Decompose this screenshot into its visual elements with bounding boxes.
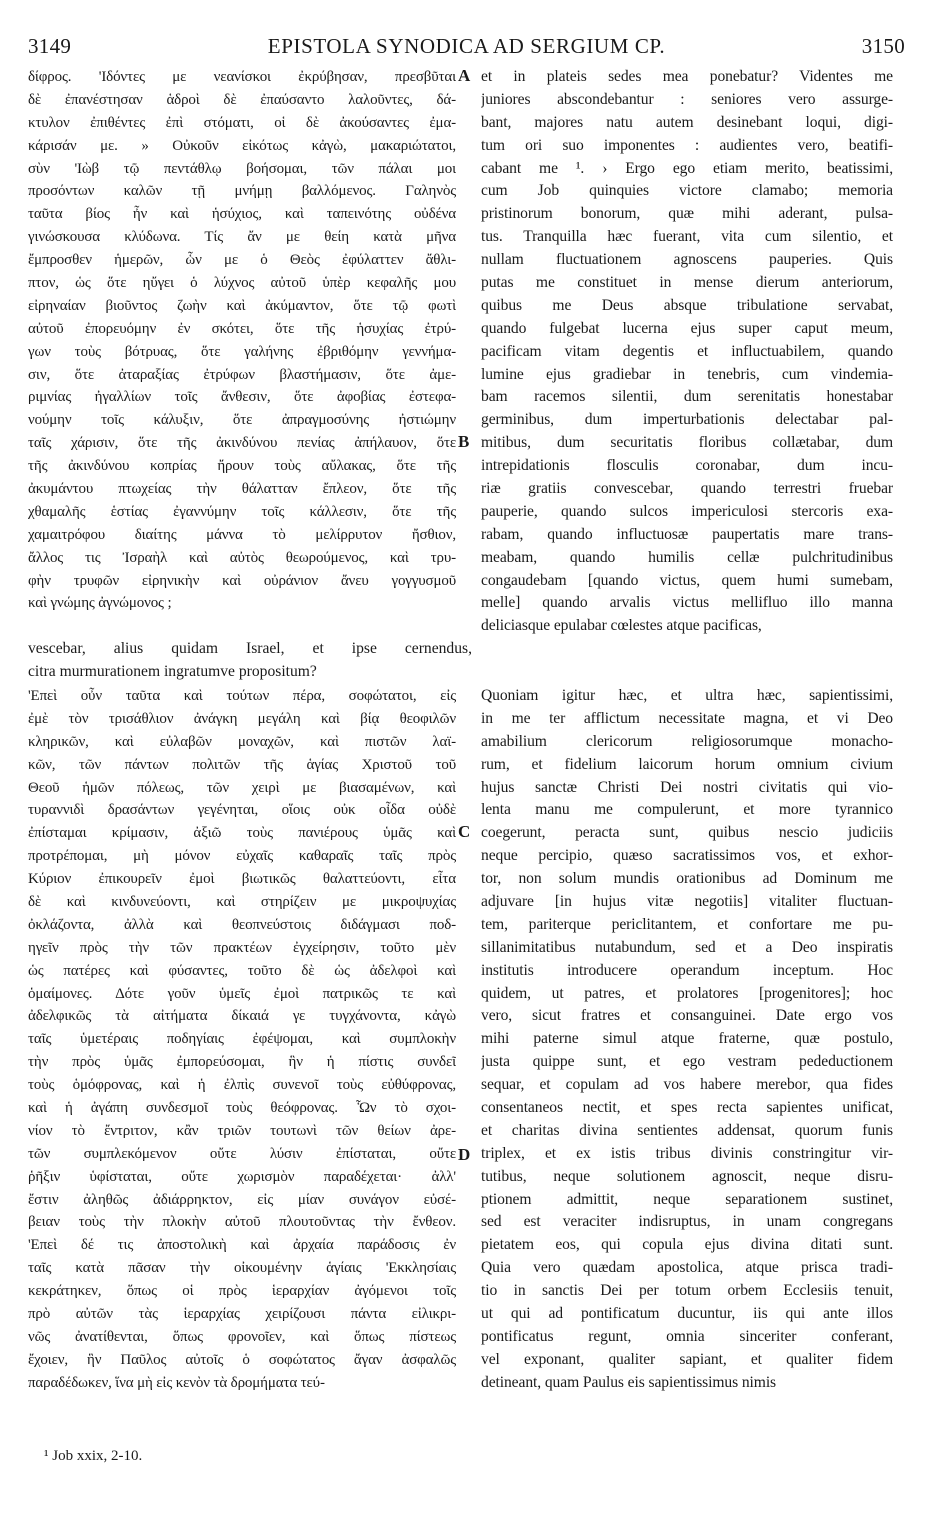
greek-text-line: δὲ καὶ κινδυνεύοντι, καὶ στηρίζειν με μικροψυχίας <box>28 894 456 911</box>
latin-text-line: cabant me ¹. › Ergo ego etiam merito, beatissimi, <box>481 159 893 177</box>
greek-text-line: ταῦτα βίος ἦν καὶ ἡσύχιος, καὶ ταπεινότης οὐδένα <box>28 206 456 223</box>
greek-column-lower <box>28 685 456 1395</box>
greek-text-line: νίον τὸ ἔντριτον, κἂν τριῶν τουτωνὶ τῶν θείων ἀρε- <box>28 1122 456 1139</box>
running-title: EPISTOLA SYNODICA AD SERGIUM CP. <box>267 34 666 58</box>
greek-text-line: κτυλον ἐπιθέντες ἐπὶ στόματι, οἱ δὲ ἀκούσαντες ἐμα- <box>28 114 456 131</box>
latin-text-line: Quia vero quædam apostolica, atque prisca tradi- <box>481 1259 893 1277</box>
greek-text-line: ῥῆξιν ὑφίσταται, οὔτε χωρισμὸν παραδέχεται· ἀλλ' <box>28 1168 456 1185</box>
latin-text-line: quidem, ut patres, et prolatores [progenitores]; hoc <box>481 984 893 1002</box>
section-marker-c: C <box>458 822 471 841</box>
latin-text-line: tio in sanctis Dei per totum orbem Ecclesiis tenuit, <box>481 1282 893 1300</box>
footnote: ¹ Job xxix, 2-10. <box>44 1448 143 1464</box>
latin-text-line: coegerunt, peracta sunt, quibus nescio judiciis <box>481 824 893 842</box>
latin-text-line: riæ gratiis convescebar, quando terrestri fruebar <box>481 480 893 498</box>
latin-text-line: bam racemos silentii, dum serenitatis honestabar <box>481 388 893 406</box>
latin-text-line: tus. Tranquilla hæc fuerant, vita cum silentio, et <box>481 228 893 246</box>
latin-bridge-line: vescebar, alius quidam Israel, et ipse cernendus, <box>28 640 472 657</box>
latin-text-line: tum ori suo imponentes : audientes vero, beatifi- <box>481 136 893 154</box>
latin-text-line: rabam, quando influctuosæ paupertatis mare trans- <box>481 525 893 543</box>
greek-text-line: τῆς ἀκινδύνου κοπρίας ἤρουν τοὺς αὔλακας, ὅτε τῆς <box>28 458 456 475</box>
greek-text-line: παραδέδωκεν, ἵνα μὴ εἰς κενὸν τὰ δρομήματα τεύ- <box>28 1374 325 1391</box>
latin-bridge-text <box>28 638 472 684</box>
latin-text-line: vel exponant, qualiter sapiant, et qualiter fidem <box>481 1350 893 1368</box>
latin-text-line: lumine ejus gradiebar in tenebris, cum vindemia- <box>481 365 893 383</box>
greek-text-line: πτον, ὡς ὅτε ηὔγει ὁ λύχνος αὐτοῦ ὑπὲρ κεφαλῆς μου <box>28 275 456 292</box>
greek-text-line: σὺν 'Ιὼβ τῷ πεντάθλῳ βοήσομαι, τῶν πάλαι μοι <box>28 160 456 177</box>
greek-text-line: ριμνίας ἠγαλλίων τοῖς ἄνθεσιν, ὅτε ἀφοβίας ἐστεφα- <box>28 389 456 406</box>
greek-text-line: 'Επεὶ δέ τις ἀποστολικὴ καὶ ἀρχαία παράδοσις ἐν <box>28 1237 456 1254</box>
greek-text-line: ὀκλάζοντα, ἀλλὰ καὶ θεοπνεύστοις διδάγμασι ποδ- <box>28 916 456 933</box>
latin-text-line: tem, pariterque periclitantem, et confortare me pu- <box>481 915 893 933</box>
greek-text-line: χθαμαλῆς ἑστίας ἐγαννύμην τοῖς κάλλεσιν, ὅτε τῆς <box>28 503 456 520</box>
latin-text-line: cum Job quinquies victore clamabo; memoria <box>481 182 893 200</box>
greek-text-line: κεκράτηκεν, ὅπως οἱ πρὸς ἱεραρχίαν ἀγόμενοι τοῖς <box>28 1283 456 1300</box>
greek-text-line: ταῖς χάρισιν, ὅτε τῆς ἀκινδύνου πενίας ἀπήλαυον, ὅτε <box>28 435 456 452</box>
latin-text-line: hujus sanctæ Christi Dei nostri civitatis qui vio- <box>481 778 893 796</box>
latin-text-line: pontificatus regunt, omnia sinceriter conferant, <box>481 1327 893 1345</box>
latin-text-line: et in plateis sedes mea ponebatur? Videntes me <box>481 68 893 85</box>
greek-text-line: τὴν πρὸς ὑμᾶς ἐμπορεύσομαι, ἣν ἡ πίστις συνδεῖ <box>28 1054 456 1071</box>
greek-text-line: 'Επεὶ οὖν ταῦτα καὶ τούτων πέρα, σοφώτατοι, εἰς <box>28 688 456 704</box>
latin-text-line: putas me constituet in mense dierum anteriorum, <box>481 274 893 292</box>
greek-text-line: ὁμαίμονες. Δότε γοῦν ὑμεῖς ἐμοὶ πατρικῶς τε καὶ <box>28 985 456 1002</box>
greek-text-line: ἐμὲ τὸν τρισάθλιον ἀνάγκη μεγάλη καὶ βίᾳ θεοφιλῶν <box>28 710 456 727</box>
greek-text-line: βειαν τοὺς τὴν πλοκὴν αὐτοῦ πλουτοῦντας τὴν ἔνθεον. <box>28 1214 456 1231</box>
latin-bridge-line: citra murmurationem ingratumve propositum? <box>28 662 317 680</box>
greek-text-line: ἔχοιεν, ἣν Παῦλος αὐτοῖς ὁ σοφώτατος ἄγαν ἀσφαλῶς <box>28 1351 456 1368</box>
latin-text-line: sillanimitatibus nutabundum, sed et a Deo inspiratis <box>481 938 893 956</box>
greek-text-line: πρὸ αὐτῶν τὰς ἱεραρχίας χειρίζουσι πάντα εἰλικρι- <box>28 1306 456 1323</box>
greek-text-line: Κύριον ἐπικουρεῖν ἐμοὶ βιωτικῶς θαλαττεύοντι, εἶτα <box>28 871 456 888</box>
latin-text-line: ptionem admittit, neque separationem sustinet, <box>481 1190 893 1208</box>
greek-text-line: καὶ ἡ ἀγάπη συνδεσμοῖ τοὺς θεόφρονας. Ὧν τὸ σχοι- <box>28 1100 456 1117</box>
greek-text-line: αὐτοῦ ἐπορευόμην ἐν σκότει, ὅτε τῆς ἡσυχίας ἐτρύ- <box>28 320 456 337</box>
latin-text-line: detineant, quam Paulus eis sapientissimus nimis <box>481 1373 777 1391</box>
latin-text-line: consentaneos nectit, et spes recta sapientes unificat, <box>481 1099 893 1117</box>
latin-text-line: vero, sicut fratres et consanguinei. Date ergo vos <box>481 1007 893 1025</box>
greek-text-line: κῶν, τῶν πάντων πολιτῶν τῆς ἁγίας Χριστοῦ τοῦ <box>28 756 456 773</box>
latin-text-line: rum, et fidelium laicorum horum omnium civium <box>481 755 893 773</box>
latin-text-line: intrepidationis flosculis coronabar, dum incu- <box>481 457 893 475</box>
greek-text-line: φὴν τρυφῶν εἰρηνικὴν καὶ οὐράνιον ἄνευ γογγυσμοῦ <box>28 572 456 589</box>
greek-text-line: δίφρος. 'Ιδόντες με νεανίσκοι ἐκρύβησαν, πρεσβῦται <box>28 69 456 85</box>
page-header <box>28 34 905 62</box>
greek-text-line: κληρικῶν, καὶ εὐλαβῶν μοναχῶν, καὶ πιστῶν λαϊ- <box>28 733 456 750</box>
latin-text-line: pauperie, quando sulcos impericulosi stercoris exa- <box>481 502 893 520</box>
latin-text-line: sequar, et copulam ad vos habere merebor, qua fides <box>481 1076 893 1094</box>
greek-text-line: ὡς πατέρες καὶ φύσαντες, τοῦτο δὲ ὡς ἀδελφοὶ καὶ <box>28 962 456 979</box>
greek-text-line: Θεοῦ ἡμῶν πόλεως, τῶν χειρὶ με βιασαμένων, καὶ <box>28 779 456 796</box>
greek-text-line: ἀδελφικῶς τὰ αἰτήματα δίκαιά γε τυγχάνοντα, κἀγὼ <box>28 1008 456 1025</box>
section-marker-a: A <box>458 66 471 85</box>
latin-column-upper <box>481 66 893 638</box>
greek-text-line: σιν, ὅτε ἀταραξίας ἐτρύφων βλαστήμασιν, ὅτε ἀμε- <box>28 366 456 383</box>
latin-text-line: ut qui ad pontificatum ducuntur, iis qui ante illos <box>481 1305 893 1323</box>
greek-text-line: ἔστιν ἀληθῶς ἀδιάρρηκτον, εἰς μίαν συνάγον εὐσέ- <box>28 1191 456 1208</box>
latin-text-line: institutis introducere operandum inceptum. Hoc <box>481 961 893 979</box>
greek-text-line: τοὺς ὁμόφρονας, καὶ ἡ ἐλπὶς συνενοῖ τοὺς εὐθύφρονας, <box>28 1077 456 1094</box>
latin-text-line: lenta manu me compulerunt, et more tyrannico <box>481 801 893 819</box>
latin-text-line: meabam, quando humilis cellæ pulchritudinibus <box>481 548 893 566</box>
greek-text-line: γινώσκουσα κλύδωνα. Τίς ἄν με θείη κατὰ μῆνα <box>28 229 456 246</box>
latin-text-line: deliciasque epulabar cœlestes atque pacificas, <box>481 617 762 635</box>
latin-text-line: quibus me Deus absque tribulatione servabat, <box>481 296 893 314</box>
latin-text-line: sed est veraciter indisruptus, in unam congregans <box>481 1213 893 1231</box>
latin-text-line: tor, non solum mundis orationibus ad Dominum me <box>481 870 893 888</box>
latin-text-line: mitibus, dum securitatis floribus collætabar, dum <box>481 434 893 452</box>
latin-text-line: quando fulgebat lucerna ejus super caput meum, <box>481 319 893 337</box>
latin-text-line: Quoniam igitur hæc, et ultra hæc, sapientissimi, <box>481 687 893 704</box>
greek-column-upper <box>28 66 456 615</box>
greek-text-line: ἔμπροσθεν ἡμερῶν, ὧν με ὁ Θεὸς ἐφύλαττεν ἄθλι- <box>28 252 456 269</box>
latin-text-line: et charitas divina sentientes addensat, quorum funis <box>481 1121 893 1139</box>
section-marker-d: D <box>458 1145 471 1164</box>
greek-text-line: κάρισάν με. » Οὐκοῦν εἰκότως κἀγὼ, μακαριώτατοι, <box>28 137 456 154</box>
greek-text-line: ἐπίσταμαι κρίμασιν, ἀξιῶ τοὺς πανιέρους ὑμᾶς καὶ <box>28 825 456 842</box>
latin-text-line: congaudebam [quando victus, quem humi sumebam, <box>481 571 893 589</box>
latin-text-line: justa quippe sunt, et ego vestram pedeductionem <box>481 1053 893 1071</box>
latin-text-line: mihi paterne simul atque fraterne, quæ postulo, <box>481 1030 893 1048</box>
greek-text-line: προσόντων καλῶν τῇ μνήμῃ βαλλόμενος. Γαληνὸς <box>28 183 456 200</box>
latin-text-line: melle] quando arvalis victus mellifluo illo manna <box>481 594 893 612</box>
greek-text-line: τῶν συμπλεκόμενον οὔτε λύσιν ἐπίσταται, οὔτε <box>28 1145 456 1162</box>
latin-text-line: pietatem eos, qui copula ejus divina ditati sunt. <box>481 1236 893 1254</box>
latin-text-line: bant, majores natu autem desinebant loqui, digi- <box>481 113 893 131</box>
greek-text-line: ἄλλος τις Ἰσραὴλ καὶ αὐτὸς θεωρούμενος, καὶ τρυ- <box>28 549 456 566</box>
latin-text-line: pacificam vitam degentis et influctuabilem, quando <box>481 342 893 360</box>
latin-text-line: triplex, et ex istis tribus divinis constringitur vir- <box>481 1144 893 1162</box>
greek-text-line: δὲ ἐπανέστησαν ἁδροὶ δὲ ἐπαύσαντο λαλοῦντες, δά- <box>28 91 456 108</box>
greek-text-line: γων τοὺς βότρυας, ὅτε γαλήνης ἐβριθόμην γεννήμα- <box>28 343 456 360</box>
section-marker-b: B <box>458 432 470 451</box>
left-page-number: 3149 <box>28 34 72 58</box>
latin-text-line: tutibus, neque solutionem agnoscit, neque disru- <box>481 1167 893 1185</box>
latin-text-line: juniores abscondebantur : seniores vero assurge- <box>481 90 893 108</box>
latin-column-lower <box>481 685 893 1395</box>
latin-text-line: in me ter afflictum necessitate magna, et vi Deo <box>481 709 893 727</box>
right-page-number: 3150 <box>861 34 905 58</box>
greek-text-line: καὶ γνώμης ἀγνώμονος ; <box>28 595 172 612</box>
latin-text-line: neque percipio, quæso sacratissimos vos, et exhor- <box>481 847 893 865</box>
latin-text-line: germinibus, dum imperturbationis delectabar pal- <box>481 411 893 429</box>
latin-text-line: amabilium clericorum religiosorumque monacho- <box>481 732 893 750</box>
greek-text-line: νῶς ἀνατίθενται, ὅπως φρονοῖεν, καὶ ὅπως πίστεως <box>28 1328 456 1345</box>
latin-text-line: nullam fluctuationem agnoscens pauperies. Quis <box>481 251 893 269</box>
greek-text-line: χαμαιτρόφου διαίτης μάννα τὸ μελίρρυτον ἤσθιον, <box>28 526 456 543</box>
latin-text-line: adjuvare [in hujus vitæ negotiis] vitaliter fluctuan- <box>481 893 893 911</box>
greek-text-line: ταῖς ὑμετέραις ποδηγίαις ἐφέψομαι, καὶ συμπλοκὴν <box>28 1031 456 1048</box>
latin-text-line: pristinorum bonorum, quæ mihi aderant, pulsa- <box>481 205 893 223</box>
greek-text-line: προτρέπομαι, μὴ μόνον εὐχαῖς καθαραῖς ταῖς πρὸς <box>28 848 456 865</box>
greek-text-line: εἰρηναίαν βιοῦντος ζωὴν καὶ ἀκύμαντον, ὅτε τῷ φωτὶ <box>28 297 456 314</box>
greek-text-line: ἀκυμάντου πτωχείας τὴν θάλατταν ἔπλεον, ὅτε τῆς <box>28 481 456 498</box>
greek-text-line: ταῖς κατὰ πᾶσαν τὴν οἰκουμένην ἁγίαις 'Εκκλησίαις <box>28 1260 456 1277</box>
greek-text-line: νούμην τοῖς κάλυξιν, ὅτε ἀπραγμοσύνης ἠστιώμην <box>28 412 456 429</box>
greek-text-line: ηγεῖν πρὸς τὴν τῶν πρακτέων ἐγχείρησιν, τοῦτο μὲν <box>28 939 456 956</box>
greek-text-line: τυραννιδὶ δρασάντων γεγένηται, οἵοις οὐκ οἶδα οὐδὲ <box>28 802 456 819</box>
